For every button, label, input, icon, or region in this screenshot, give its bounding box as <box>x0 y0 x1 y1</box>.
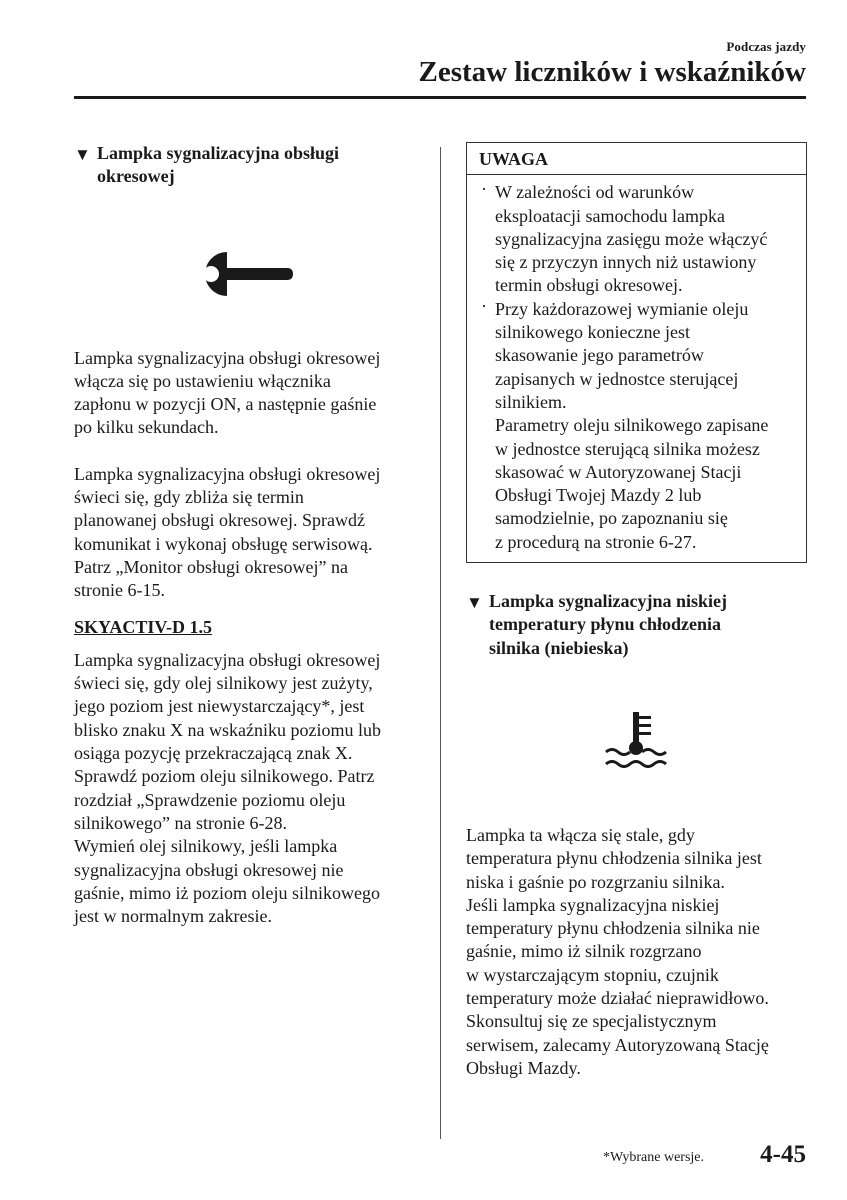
text-line: W zależności od warunków <box>495 182 695 203</box>
text-line: w wystarczającym stopniu, czujnik <box>466 964 719 985</box>
text-line: Lampka sygnalizacyjna obsługi okresowej <box>74 649 381 670</box>
bullet-dot-icon: · <box>481 179 487 200</box>
triangle-marker-icon: ▼ <box>466 593 483 613</box>
text-line: sygnalizacyjna obsługi okresowej nie <box>74 859 344 880</box>
text-line: Skonsultuj się ze specjalistycznym <box>466 1011 717 1032</box>
footnote: *Wybrane wersje. <box>603 1150 705 1165</box>
text-line: temperatury może działać nieprawidłowo. <box>466 988 769 1009</box>
notice-bullet <box>477 295 794 554</box>
text-line: się z przyczyn innych niż ustawiony <box>495 252 757 273</box>
left-column <box>74 142 416 928</box>
text-line: Przy każdorazowej wymianie oleju <box>495 298 749 319</box>
text-line: z procedurą na stronie 6-27. <box>495 531 697 552</box>
text-line: komunikat i wykonaj obsługę serwisową. <box>74 533 373 554</box>
heading-line: silnika (niebieska) <box>489 637 629 658</box>
text-line: gaśnie, mimo iż poziom oleju silnikowego <box>74 882 380 903</box>
header-rule <box>74 96 806 99</box>
bullet-dot-icon: · <box>481 295 487 316</box>
text-line: silnikowego konieczne jest <box>495 322 690 343</box>
text-line: po kilku sekundach. <box>74 417 219 438</box>
text-line: stronie 6-15. <box>74 580 165 601</box>
text-line: skasować w Autoryzowanej Stacji <box>495 461 742 482</box>
text-line: termin obsługi okresowej. <box>495 275 683 296</box>
text-line: zapisanych w jednostce sterującej <box>495 368 739 389</box>
text-line: planowanej obsługi okresowej. Sprawdź <box>74 510 365 531</box>
heading-line: okresowej <box>97 166 175 187</box>
text-line: jest w normalnym zakresie. <box>74 906 272 927</box>
text-line: blisko znaku X na wskaźniku poziomu lub <box>74 719 381 740</box>
text-line: Patrz „Monitor obsługi okresowej” na <box>74 556 348 577</box>
page-title: Zestaw liczników i wskaźników <box>418 56 806 88</box>
right-column <box>466 142 808 1080</box>
text-line: Wymień olej silnikowy, jeśli lampka <box>74 836 338 857</box>
text-line: włącza się po ustawieniu włącznika <box>74 370 331 391</box>
text-line: Obsługi Twojej Mazdy 2 lub <box>495 485 702 506</box>
paragraph <box>74 347 416 440</box>
page-number: 4-45 <box>760 1141 806 1168</box>
text-line: osiąga pozycję przekraczającą znak X. <box>74 743 353 764</box>
text-line: jego poziom jest niewystarczający*, jest <box>74 696 365 717</box>
text-line: niska i gaśnie po rozgrzaniu silnika. <box>466 871 725 892</box>
text-line: temperatury płynu chłodzenia silnika nie <box>466 918 760 939</box>
text-line: świeci się, gdy zbliża się termin <box>74 487 304 508</box>
text-line: sygnalizacyjna zasięgu może włączyć <box>495 228 768 249</box>
subsection-heading: SKYACTIV-D 1.5 <box>74 616 213 637</box>
notice-bullet <box>477 181 794 297</box>
text-line: gaśnie, mimo iż silnik rozgrzano <box>466 941 702 962</box>
text-line: eksploatacji samochodu lampka <box>495 205 725 226</box>
paragraph <box>74 649 416 929</box>
text-line: serwisem, zalecamy Autoryzowaną Stację <box>466 1034 769 1055</box>
running-header-section: Podczas jazdy <box>726 39 806 54</box>
text-line: świeci się, gdy olej silnikowy jest zużyty, <box>74 673 373 694</box>
heading-line: temperatury płynu chłodzenia <box>489 614 721 635</box>
coolant-lamp-heading <box>466 590 808 660</box>
text-line: w jednostce sterującą silnika możesz <box>495 438 760 459</box>
triangle-marker-icon: ▼ <box>74 145 91 164</box>
notice-body <box>467 175 806 562</box>
text-line: Jeśli lampka sygnalizacyjna niskiej <box>466 894 720 915</box>
notice-box <box>466 142 807 563</box>
text-line: rozdział „Sprawdzenie poziomu oleju <box>74 789 346 810</box>
maintenance-lamp-heading <box>74 142 416 189</box>
text-line: zapłonu w pozycji ON, a następnie gaśnie <box>74 394 377 415</box>
heading-line: Lampka sygnalizacyjna niskiej <box>489 591 728 612</box>
paragraph <box>466 824 808 1080</box>
text-line: Parametry oleju silnikowego zapisane <box>495 415 769 436</box>
coolant-temperature-icon <box>466 710 808 772</box>
text-line: temperatura płynu chłodzenia silnika jest <box>466 848 762 869</box>
text-line: Lampka sygnalizacyjna obsługi okresowej <box>74 347 381 368</box>
text-line: Obsługi Mazdy. <box>466 1057 581 1078</box>
text-line: Lampka sygnalizacyjna obsługi okresowej <box>74 463 381 484</box>
paragraph <box>74 463 416 603</box>
text-line: Lampka ta włącza się stale, gdy <box>466 824 695 845</box>
column-divider <box>440 147 441 1139</box>
text-line: Sprawdź poziom oleju silnikowego. Patrz <box>74 766 375 787</box>
text-line: silnikowego” na stronie 6-28. <box>74 812 287 833</box>
heading-line: Lampka sygnalizacyjna obsługi <box>97 143 340 163</box>
text-line: silnikiem. <box>495 391 567 412</box>
text-line: skasowanie jego parametrów <box>495 345 704 366</box>
notice-title: UWAGA <box>467 143 806 175</box>
wrench-icon <box>74 246 416 302</box>
text-line: samodzielnie, po zapoznaniu się <box>495 508 728 529</box>
